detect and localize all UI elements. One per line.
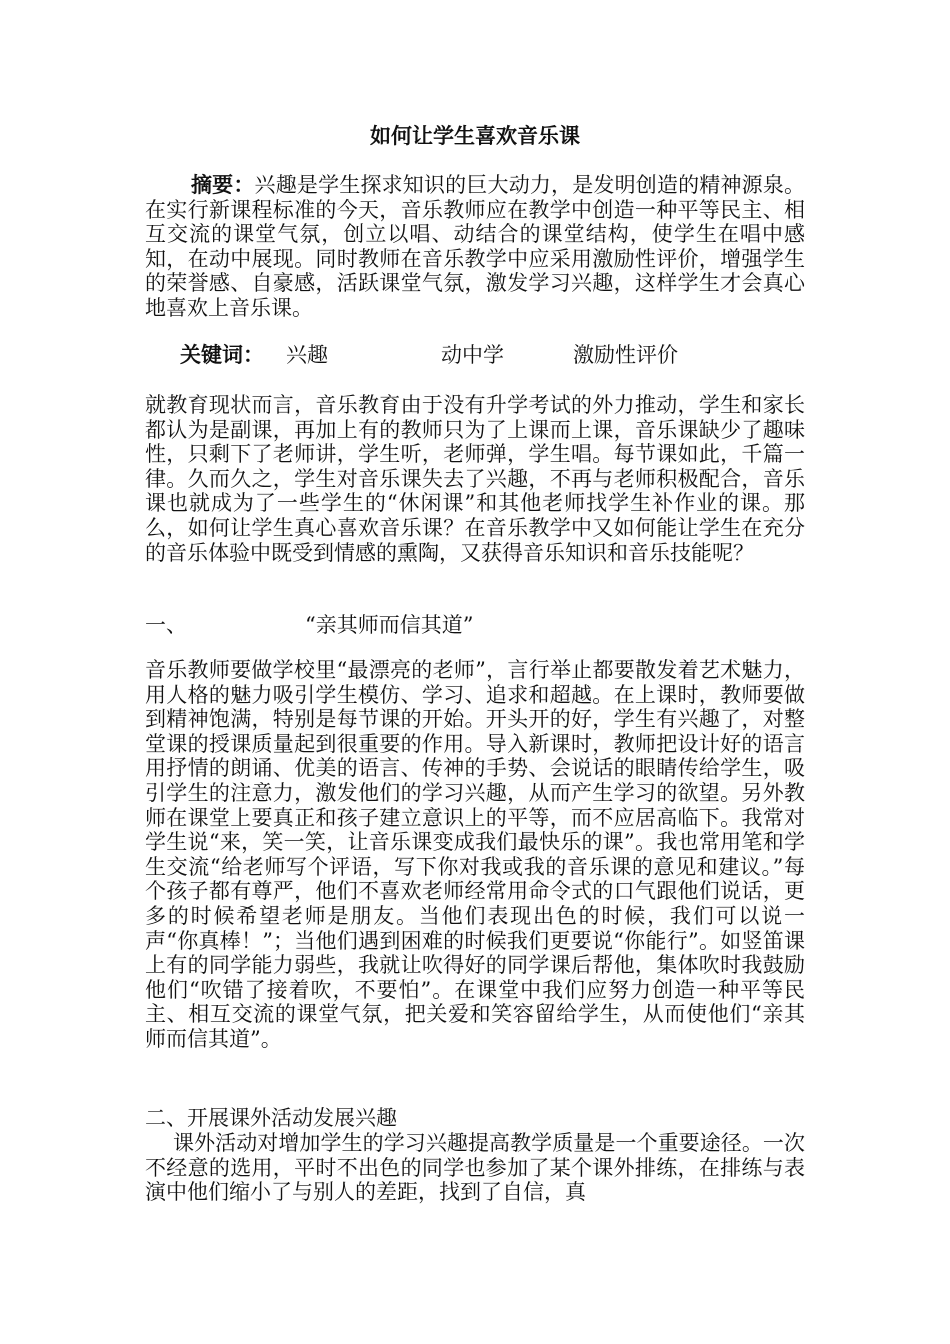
- abstract-label: 摘要：: [191, 172, 255, 197]
- abstract-text: 兴趣是学生探求知识的巨大动力，是发明创造的精神源泉。在实行新课程标准的今天，音乐教师应在教学中创造一种平等民主、相互交流的课堂气氛，创立以唱、动结合的课堂结构，使学生在唱中感知，在动中展现。同时教师在音乐教学中应采用激励性评价，增强学生的荣誉感、自豪感，活跃课堂气氛，激发学习兴趣，这样学生才会真心地喜欢上音乐课。: [145, 173, 806, 320]
- keywords-line: [180, 342, 678, 368]
- keyword-item: 兴趣: [286, 343, 328, 367]
- section-1-paragraph: 音乐教师要做学校里“最漂亮的老师”，言行举止都要散发着艺术魅力，用人格的魅力吸引学生模仿、学习、追求和超越。在上课时，教师要做到精神饱满，特别是每节课的开始。开头开的好，学生有兴趣了，对整堂课的授课质量起到很重要的作用。导入新课时，教师把设计好的语言用抒情的朗诵、优美的语言、传神的手势、会说话的眼睛传给学生，吸引学生的注意力，激发他们的学习兴趣，从而产生学习的欲望。另外教师在课堂上要真正和孩子建立意识上的平等，而不应居高临下。我常对学生说“来，笑一笑，让音乐课变成我们最快乐的课”。我也常用笔和学生交流“给老师写个评语，写下你对我或我的音乐课的意见和建议。”每个孩子都有尊严，他们不喜欢老师经常用命令式的口气跟他们说话，更多的时候希望老师是朋友。当他们表现出色的时候，我们可以说一声“你真棒！”；当他们遇到困难的时候我们更要说“你能行”。如竖笛课上有的同学能力弱些，我就让吹得好的同学课后帮他，集体吹时我鼓励他们“吹错了接着吹，不要怕”。在课堂中我们应努力创造一种平等民主、相互交流的课堂气氛，把关爱和笑容留给学生，从而使他们“亲其师而信其道”。: [145, 658, 805, 1051]
- section-2-paragraph: 课外活动对增加学生的学习兴趣提高教学质量是一个重要途径。一次不经意的选用，平时不出色的同学也参加了某个课外排练，在排练与表演中他们缩小了与别人的差距，找到了自信，真: [145, 1131, 805, 1205]
- section-1-heading: [145, 612, 473, 638]
- keywords-label: 关键词：: [180, 342, 264, 367]
- keyword-item: 动中学: [441, 343, 504, 367]
- abstract-paragraph: [145, 173, 805, 321]
- document-title: 如何让学生喜欢音乐课: [370, 123, 580, 148]
- keyword-item: 激励性评价: [573, 343, 678, 367]
- intro-paragraph: 就教育现状而言，音乐教育由于没有升学考试的外力推动，学生和家长都认为是副课，再加上有的教师只为了上课而上课，音乐课缺少了趣味性，只剩下了老师讲，学生听，老师弹，学生唱。每节课如此，千篇一律。久而久之，学生对音乐课失去了兴趣，不再与老师积极配合，音乐课也就成为了一些学生的“休闲课”和其他老师找学生补作业的课。那么，如何让学生真心喜欢音乐课？在音乐教学中又如何能让学生在充分的音乐体验中既受到情感的熏陶，又获得音乐知识和音乐技能呢？: [145, 393, 805, 565]
- section-2-heading: 二、开展课外活动发展兴趣: [145, 1106, 397, 1130]
- section-1-title: “亲其师而信其道”: [305, 613, 474, 637]
- section-1-number: 一、: [145, 613, 187, 637]
